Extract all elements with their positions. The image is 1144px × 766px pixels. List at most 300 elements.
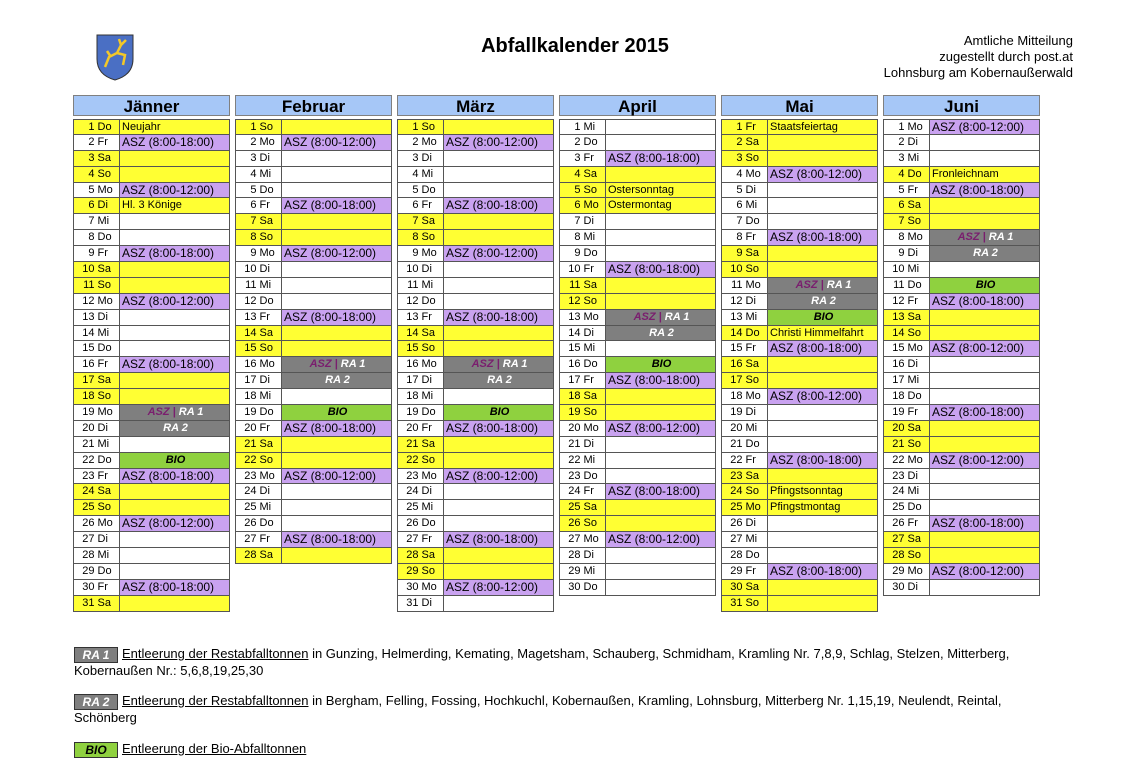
weekday: Do [583, 358, 598, 371]
day-date [560, 310, 606, 325]
weekday: Mi [583, 121, 596, 133]
event-cell [606, 246, 715, 261]
event-we [930, 326, 1039, 341]
weekday: Di [745, 517, 756, 530]
weekday: Di [421, 263, 432, 276]
day-number: 14 [568, 326, 581, 339]
day-date [884, 183, 930, 198]
day-date [398, 389, 444, 404]
event-asz: ASZ (8:00-12:00) [930, 120, 1039, 134]
day-number: 28 [82, 549, 95, 562]
day-row [721, 151, 878, 167]
weekday: Mo [97, 294, 113, 307]
day-row [73, 246, 230, 262]
event-cell [930, 262, 1039, 277]
day-number: 30 [892, 580, 905, 593]
weekday: Di [745, 406, 756, 419]
day-number: 24 [82, 485, 95, 498]
event-asz: ASZ (8:00-12:00) [444, 246, 553, 261]
weekday: So [907, 215, 921, 228]
event-ra2: RA 2 [930, 246, 1039, 261]
day-number: 25 [82, 501, 95, 514]
weekday: Mi [907, 151, 920, 164]
weekday: Fr [745, 121, 756, 133]
day-date [74, 484, 120, 499]
day-row [883, 373, 1040, 389]
weekday: Mi [421, 278, 434, 291]
day-row [559, 516, 716, 532]
day-row [397, 405, 554, 421]
day-number: 6 [88, 199, 95, 212]
day-date [722, 373, 768, 388]
event-cell [768, 405, 877, 420]
event-cell [444, 167, 553, 182]
day-date [884, 167, 930, 182]
day-row [73, 230, 230, 246]
day-row [559, 389, 716, 405]
weekday: Sa [745, 135, 759, 148]
event-we [930, 310, 1039, 325]
day-date [236, 246, 282, 261]
weekday: So [259, 231, 273, 244]
day-number: 9 [88, 247, 95, 260]
day-row [397, 421, 554, 437]
day-row [235, 278, 392, 294]
day-number: 9 [574, 247, 581, 260]
day-number: 19 [244, 406, 257, 419]
event-bio: BIO [930, 278, 1039, 293]
day-number: 1 [574, 121, 581, 133]
day-row [397, 135, 554, 151]
event-cell [768, 516, 877, 531]
day-number: 1 [250, 121, 257, 133]
day-date [722, 596, 768, 611]
day-number: 22 [892, 453, 905, 466]
day-row [73, 389, 230, 405]
day-row [73, 119, 230, 135]
event-we [444, 453, 553, 468]
day-date [560, 120, 606, 134]
event-cell [120, 532, 229, 547]
day-row [559, 564, 716, 580]
event-we [930, 548, 1039, 563]
day-number: 27 [892, 533, 905, 546]
event-bio: BIO [120, 453, 229, 468]
weekday: Di [583, 326, 594, 339]
weekday: Mo [97, 183, 113, 196]
event-asz: ASZ (8:00-12:00) [606, 532, 715, 547]
day-number: 28 [406, 549, 419, 562]
weekday: So [97, 390, 111, 403]
weekday: So [745, 485, 759, 498]
day-number: 8 [898, 231, 905, 244]
day-row [235, 294, 392, 310]
day-number: 8 [736, 231, 743, 244]
day-row [235, 326, 392, 342]
day-number: 7 [736, 215, 743, 228]
day-number: 22 [406, 453, 419, 466]
event-we [768, 373, 877, 388]
day-row [883, 421, 1040, 437]
day-number: 10 [82, 263, 95, 276]
day-row [559, 580, 716, 596]
day-row [883, 500, 1040, 516]
day-number: 22 [568, 453, 581, 466]
day-row [73, 341, 230, 357]
day-number: 17 [730, 374, 743, 387]
day-date [884, 405, 930, 420]
day-row [721, 596, 878, 612]
event-asz: ASZ (8:00-18:00) [120, 580, 229, 595]
day-number: 15 [244, 342, 257, 355]
event-we [282, 326, 391, 341]
event-cell [768, 532, 877, 547]
day-row [883, 437, 1040, 453]
event-we [120, 500, 229, 515]
weekday: Do [97, 231, 112, 244]
event-ra1 [768, 278, 877, 293]
weekday: Do [907, 501, 922, 514]
day-date [884, 120, 930, 134]
day-number: 14 [244, 326, 257, 339]
day-date [74, 278, 120, 293]
day-row [73, 484, 230, 500]
day-number: 12 [82, 294, 95, 307]
event-we [768, 469, 877, 484]
day-number: 13 [82, 310, 95, 323]
day-row [73, 437, 230, 453]
weekday: Fr [907, 406, 918, 419]
day-row [73, 548, 230, 564]
weekday: Fr [97, 580, 108, 593]
day-number: 12 [892, 294, 905, 307]
month-header: Februar [235, 95, 392, 116]
day-date [560, 214, 606, 229]
day-row [721, 294, 878, 310]
weekday: Mo [745, 167, 761, 180]
day-date [884, 294, 930, 309]
day-date [398, 548, 444, 563]
legend-text: in Bergham, Felling, Fossing, Hochkuchl, Kobernaußen, Kramling, Lohnsburg, Mitterberg Nr. 1,15,19, Neulendt, Reintal, Schönberg [74, 693, 1002, 725]
day-row [397, 453, 554, 469]
legend-title: Entleerung der Restabfalltonnen [122, 693, 309, 708]
weekday: So [907, 437, 921, 450]
day-row [883, 119, 1040, 135]
day-row [235, 532, 392, 548]
day-row [883, 294, 1040, 310]
day-number: 24 [406, 485, 419, 498]
day-number: 13 [568, 310, 581, 323]
weekday: Mi [421, 390, 434, 403]
day-number: 18 [892, 390, 905, 403]
weekday: Mi [421, 501, 434, 514]
event-cell [606, 230, 715, 245]
legend-text: in Gunzing, Helmerding, Kemating, Magetsham, Schauberg, Schmidham, Kramling Nr. 7,8,9, Schlag, Stelzen, Mitterberg, Kobernaußen Nr.: 5,6,8,19,25,30 [74, 646, 1010, 678]
event-bio: BIO [768, 310, 877, 325]
event-cell [768, 421, 877, 436]
event-cell [768, 183, 877, 198]
day-date [722, 484, 768, 499]
day-date [236, 548, 282, 563]
month-column [721, 95, 878, 612]
weekday: Di [259, 485, 270, 498]
event-we [120, 151, 229, 166]
day-number: 26 [406, 517, 419, 530]
day-row [721, 532, 878, 548]
day-row [235, 516, 392, 532]
day-number: 2 [574, 135, 581, 148]
day-date [74, 548, 120, 563]
weekday: Di [421, 151, 432, 164]
weekday: Mo [421, 247, 437, 260]
event-we [444, 230, 553, 245]
day-number: 20 [730, 421, 743, 434]
day-number: 17 [892, 374, 905, 387]
day-number: 22 [730, 453, 743, 466]
day-row [721, 278, 878, 294]
day-date [236, 198, 282, 213]
day-row [721, 389, 878, 405]
day-date [74, 532, 120, 547]
event-cell [120, 564, 229, 579]
day-row [883, 278, 1040, 294]
weekday: Do [421, 406, 436, 419]
weekday: Mi [907, 485, 920, 498]
event-cell [444, 500, 553, 515]
day-date [560, 389, 606, 404]
day-number: 3 [898, 151, 905, 164]
weekday: Sa [421, 215, 435, 228]
day-number: 3 [250, 151, 257, 164]
day-number: 13 [730, 310, 743, 323]
weekday: Mo [259, 135, 275, 148]
day-number: 4 [250, 167, 257, 180]
weekday: Di [907, 469, 918, 482]
weekday: Mi [583, 564, 596, 577]
day-number: 28 [568, 549, 581, 562]
day-number: 7 [898, 215, 905, 228]
day-date [398, 262, 444, 277]
day-number: 10 [892, 263, 905, 276]
event-asz: ASZ (8:00-12:00) [282, 135, 391, 150]
day-number: 23 [244, 469, 257, 482]
weekday: Di [745, 294, 756, 307]
legend-ra2 [74, 693, 1064, 726]
weekday: Do [259, 183, 274, 196]
day-number: 2 [412, 135, 419, 148]
event-asz: ASZ (8:00-18:00) [282, 421, 391, 436]
weekday: Do [745, 437, 760, 450]
day-number: 11 [731, 278, 743, 291]
day-date [74, 516, 120, 531]
day-date [74, 294, 120, 309]
weekday: Sa [745, 580, 759, 593]
weekday: Mo [259, 469, 275, 482]
day-row [397, 373, 554, 389]
weekday: Sa [583, 390, 597, 403]
day-date [398, 453, 444, 468]
day-row [559, 484, 716, 500]
day-date [884, 548, 930, 563]
event-cell [444, 183, 553, 198]
day-number: 14 [406, 326, 419, 339]
weekday: Mi [907, 263, 920, 276]
day-number: 12 [730, 294, 743, 307]
weekday: Sa [583, 278, 597, 291]
event-cell [930, 135, 1039, 150]
event-cell [120, 341, 229, 356]
event-we [768, 135, 877, 150]
day-number: 17 [244, 374, 257, 387]
day-date [722, 500, 768, 515]
event-we [444, 341, 553, 356]
event-asz: ASZ (8:00-18:00) [444, 421, 553, 436]
day-date [236, 421, 282, 436]
day-date [398, 310, 444, 325]
day-row [559, 294, 716, 310]
day-date [884, 373, 930, 388]
event-cell [606, 214, 715, 229]
day-number: 11 [83, 278, 95, 291]
month-column [559, 95, 716, 596]
weekday: Sa [907, 421, 921, 434]
day-number: 5 [250, 183, 257, 196]
day-date [398, 278, 444, 293]
day-date [236, 357, 282, 372]
weekday: Do [421, 294, 436, 307]
event-cell [606, 437, 715, 452]
weekday: Sa [907, 310, 921, 323]
day-row [559, 357, 716, 373]
day-row [721, 548, 878, 564]
day-date [74, 357, 120, 372]
weekday: Sa [97, 151, 111, 164]
event-asz: ASZ (8:00-12:00) [606, 421, 715, 436]
weekday: So [259, 342, 273, 355]
weekday: Mo [97, 406, 113, 419]
day-row [235, 469, 392, 485]
day-number: 20 [244, 421, 257, 434]
weekday: Mi [583, 342, 596, 355]
event-cell [768, 198, 877, 213]
weekday: So [745, 151, 759, 164]
day-date [74, 135, 120, 150]
weekday: So [583, 294, 597, 307]
day-number: 18 [82, 390, 95, 403]
day-date [560, 230, 606, 245]
day-row [721, 437, 878, 453]
day-date [74, 183, 120, 198]
day-date [884, 469, 930, 484]
day-number: 30 [730, 580, 743, 593]
day-number: 29 [892, 564, 905, 577]
day-date [884, 532, 930, 547]
event-we [930, 532, 1039, 547]
event-asz: ASZ (8:00-12:00) [120, 516, 229, 531]
event-we [120, 167, 229, 182]
event-cell [120, 230, 229, 245]
day-date [398, 373, 444, 388]
weekday: Mo [745, 278, 761, 291]
day-number: 13 [244, 310, 257, 323]
event-cell [444, 151, 553, 166]
weekday: Fr [421, 533, 432, 546]
event-we [930, 198, 1039, 213]
day-number: 5 [574, 183, 581, 196]
day-row [883, 453, 1040, 469]
weekday: Fr [259, 199, 270, 212]
event-we [282, 214, 391, 229]
day-date [236, 310, 282, 325]
day-number: 29 [730, 564, 743, 577]
event-we [930, 421, 1039, 436]
day-date [560, 437, 606, 452]
day-date [560, 453, 606, 468]
day-row [73, 532, 230, 548]
day-row [721, 405, 878, 421]
day-date [398, 341, 444, 356]
day-number: 3 [574, 151, 581, 164]
day-number: 29 [82, 564, 95, 577]
event-cell [120, 548, 229, 563]
day-row [721, 119, 878, 135]
weekday: Di [907, 135, 918, 148]
day-date [884, 198, 930, 213]
month-header: Mai [721, 95, 878, 116]
day-row [397, 246, 554, 262]
day-date [722, 167, 768, 182]
ra-label: RA 1 [826, 278, 852, 291]
day-row [397, 341, 554, 357]
event-cell [444, 484, 553, 499]
event-cell [768, 548, 877, 563]
day-row [883, 198, 1040, 214]
day-date [722, 516, 768, 531]
event-ra2: RA 2 [444, 373, 553, 388]
day-row [559, 310, 716, 326]
day-date [884, 341, 930, 356]
day-number: 16 [892, 358, 905, 371]
weekday: Di [97, 310, 108, 323]
day-date [722, 469, 768, 484]
day-date [74, 405, 120, 420]
weekday: Mo [421, 358, 437, 371]
weekday: Do [259, 294, 274, 307]
event-we [282, 437, 391, 452]
day-number: 16 [568, 358, 581, 371]
weekday: So [421, 231, 435, 244]
weekday: Sa [97, 374, 111, 387]
day-row [721, 326, 878, 342]
day-number: 8 [412, 231, 419, 244]
day-row [235, 548, 392, 564]
day-number: 17 [406, 374, 419, 387]
day-row [73, 453, 230, 469]
day-number: 11 [893, 278, 905, 291]
day-number: 19 [406, 406, 419, 419]
bio-badge: BIO [74, 742, 118, 758]
weekday: Mo [421, 469, 437, 482]
weekday: Fr [583, 374, 594, 387]
weekday: Mo [583, 421, 599, 434]
day-date [722, 532, 768, 547]
weekday: Di [421, 596, 432, 609]
weekday: Di [97, 533, 108, 546]
day-row [73, 421, 230, 437]
day-row [235, 484, 392, 500]
day-row [397, 437, 554, 453]
weekday: Mo [259, 358, 275, 371]
